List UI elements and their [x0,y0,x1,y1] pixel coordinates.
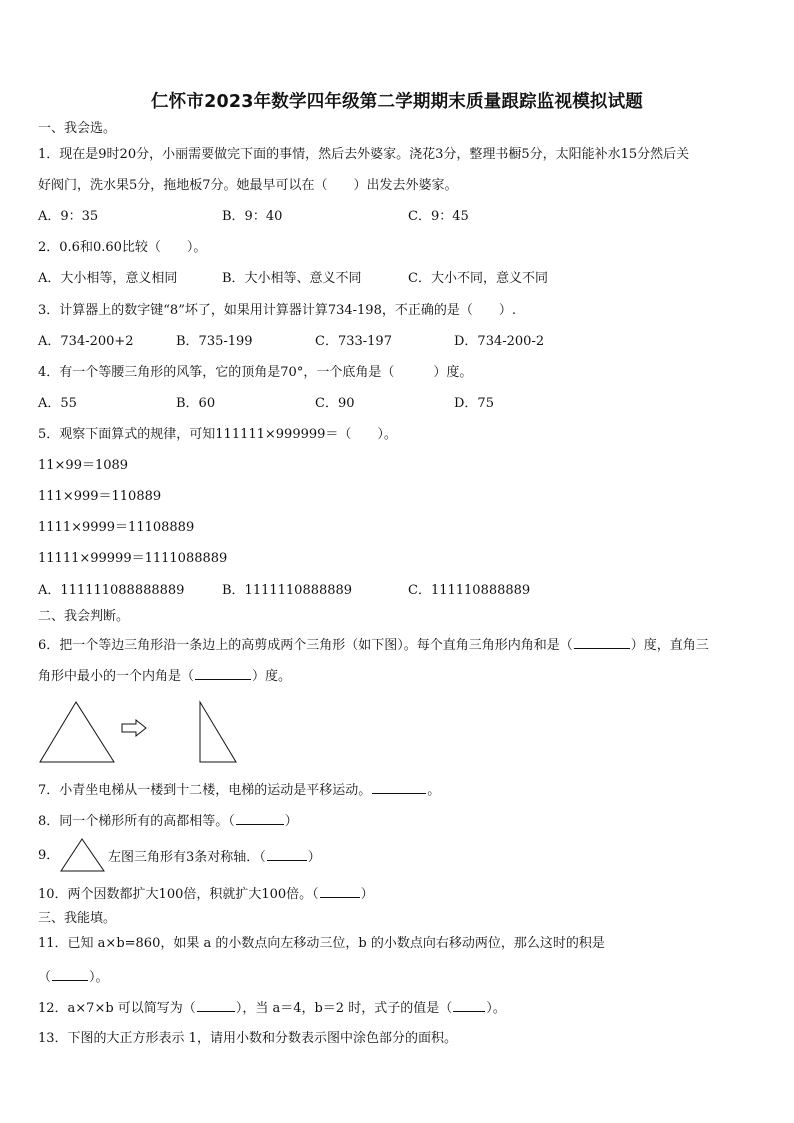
q6-line1-text-a: 6．把一个等边三角形沿一条边上的高剪成两个三角形（如下图）。每个直角三角形内角和是（ [38,638,573,653]
triangle-shape [61,839,104,871]
q5-option-b[interactable]: B．1111110888889 [222,583,353,598]
q5-equation-1: 11×99＝1089 [38,458,129,473]
q9-number: 9． [38,848,60,863]
q1-option-c[interactable]: C．9：45 [408,209,469,224]
q4-option-c[interactable]: C．90 [315,396,355,411]
q5-option-c[interactable]: C．111110888889 [408,583,531,598]
q13-stem: 13．下图的大正方形表示 1，请用小数和分数表示图中涂色部分的面积。 [38,1031,457,1046]
q5-equation-3: 1111×9999＝11108889 [38,520,195,535]
q5-equation-4: 11111×99999＝1111088889 [38,551,228,566]
q1-option-b[interactable]: B．9：40 [222,209,283,224]
q9-triangle-figure [60,838,106,872]
q10-line [38,884,374,904]
q9-text-end: ） [307,850,321,865]
q11-text-b: ）。 [89,970,109,985]
q11-text-a: （ [38,970,52,985]
q7-blank[interactable] [372,780,426,794]
q3-option-b[interactable]: B．735-199 [176,334,253,349]
q6-line1 [38,635,709,655]
q3-option-c[interactable]: C．733-197 [315,334,392,349]
q3-option-a[interactable]: A．734-200+2 [38,334,134,349]
q8-line [38,811,298,831]
q6-figure [38,700,278,770]
q1-line2: 好阀门，洗水果5分，拖地板7分。她最早可以在（ ）出发去外婆家。 [38,178,458,193]
section-heading-judge: 二、我会判断。 [38,609,130,624]
q9-line [108,847,321,867]
q10-blank[interactable] [320,884,360,898]
q2-option-b[interactable]: B．大小相等、意义不同 [222,271,362,286]
q12-blank-2[interactable] [453,998,485,1012]
q4-option-a[interactable]: A．55 [38,396,77,411]
q6-line2-text-b: ）度。 [252,669,292,684]
q6-blank-2[interactable] [195,666,251,680]
q11-blank[interactable] [52,967,88,981]
q11-line1: 11．已知 a×b=860，如果 a 的小数点向左移动三位，b 的小数点向右移动两位，那么这时的积是 [38,936,605,951]
q6-line1-text-b: ）度，直角三 [630,638,709,653]
q12-blank-1[interactable] [197,998,235,1012]
q3-option-d[interactable]: D．734-200-2 [454,334,545,349]
q5-option-a[interactable]: A．111111088888889 [38,583,185,598]
q12-text-b: ），当 a＝4，b＝2 时，式子的值是（ [235,1001,453,1016]
q6-line2-text-a: 角形中最小的一个内角是（ [38,669,195,684]
q8-blank[interactable] [236,811,284,825]
q4-stem: 4．有一个等腰三角形的风筝，它的顶角是70°，一个底角是（ ）度。 [38,365,473,380]
q12-text-a: 12．a×7×b 可以简写为（ [38,1001,196,1016]
q7-text: 7．小青坐电梯从一楼到十二楼，电梯的运动是平移运动。 [38,783,372,798]
q9-text: 左图三角形有3条对称轴．（ [108,850,266,865]
q1-option-a[interactable]: A．9：35 [38,209,99,224]
q12-text-c: ）。 [486,1001,506,1016]
equilateral-triangle-shape [40,702,114,762]
q11-line2 [38,967,109,987]
right-triangle-shape [200,702,236,762]
q4-option-b[interactable]: B．60 [176,396,216,411]
q10-text-end: ） [360,887,374,902]
section-heading-choice: 一、我会选。 [38,121,117,136]
right-arrow-icon [122,720,146,736]
q6-blank-1[interactable] [574,635,630,649]
q9-blank[interactable] [267,847,307,861]
q2-stem: 2．0.6和0.60比较（ ）。 [38,240,207,255]
q2-option-c[interactable]: C．大小不同，意义不同 [408,271,548,286]
q12-line [38,998,506,1018]
q8-text-end: ） [284,814,298,829]
q2-option-a[interactable]: A．大小相等，意义相同 [38,271,178,286]
q5-equation-2: 111×999＝110889 [38,489,162,504]
q7-line [38,780,440,800]
q6-line2 [38,666,291,686]
q10-text: 10．两个因数都扩大100倍，积就扩大100倍。（ [38,887,319,902]
q8-text: 8．同一个梯形所有的高都相等。（ [38,814,235,829]
q7-text-end: 。 [427,783,441,798]
q4-option-d[interactable]: D．75 [454,396,494,411]
q5-stem: 5．观察下面算式的规律，可知111111×999999＝（ ）。 [38,427,397,442]
section-heading-fill: 三、我能填。 [38,911,117,926]
q3-stem: 3．计算器上的数字键“8”坏了，如果用计算器计算734-198，不正确的是（ ）. [38,303,516,318]
q1-line1: 1．现在是9时20分，小丽需要做完下面的事情，然后去外婆家。浇花3分，整理书橱5分，太阳能补水15分然后关 [38,147,690,162]
page-title: 仁怀市2023年数学四年级第二学期期末质量跟踪监视模拟试题 [150,92,643,112]
